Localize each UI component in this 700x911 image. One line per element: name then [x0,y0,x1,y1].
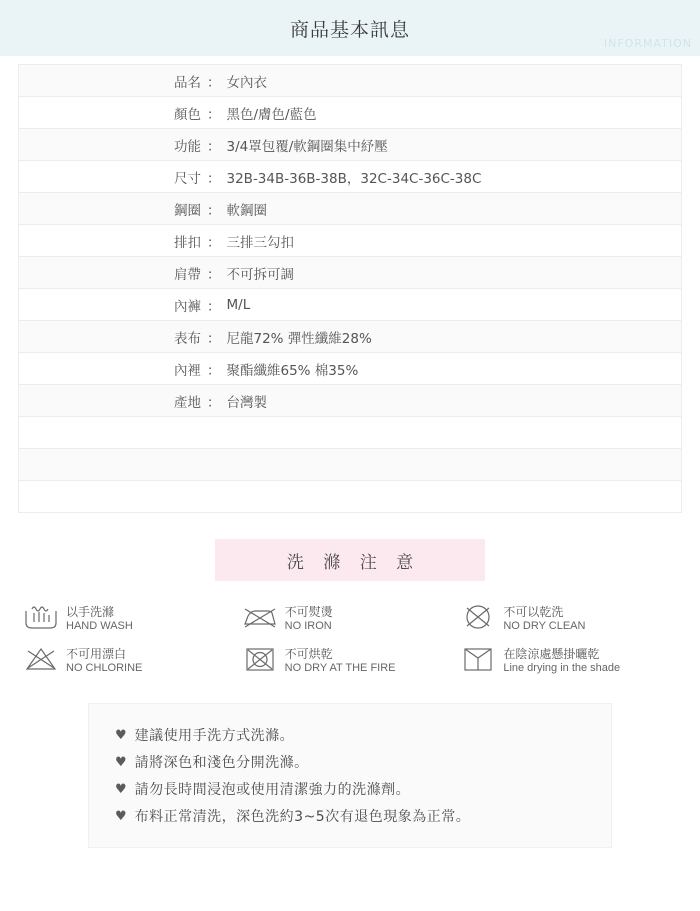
spec-colon: ： [207,170,221,187]
spec-label: 品名 [174,74,201,91]
spec-value: 軟鋼圈 [226,202,267,219]
spec-value: 女內衣 [226,74,267,91]
spec-row-empty [19,417,681,449]
heart-icon: ♥ [115,781,127,797]
heart-icon: ♥ [115,754,127,770]
spec-label: 內褲 [174,298,201,315]
note-text: 建議使用手洗方式洗滌。 [134,728,295,744]
wash-icon-cell [459,645,678,677]
wash-icon-text [285,647,396,676]
spec-label: 內裡 [174,362,201,379]
wash-title-band [215,539,485,581]
spec-row [19,353,681,385]
hand-wash-icon [22,603,60,635]
wash-icon-cell [22,603,241,635]
spec-row-empty [19,449,681,481]
spec-value: 尼龍72% 彈性纖維28% [226,330,372,347]
spec-value: 三排三勾扣 [226,234,294,251]
spec-row [19,385,681,417]
wash-icon-label-zh: 在陰涼處懸掛曬乾 [503,646,600,661]
wash-icon-label-zh: 以手洗滌 [66,604,115,619]
wash-icon-label-en: HAND WASH [66,619,133,632]
spec-row [19,289,681,321]
note-text: 請勿長時間浸泡或使用清潔強力的洗滌劑。 [134,782,411,798]
wash-icon-label-zh: 不可以乾洗 [503,604,564,619]
spec-row [19,129,681,161]
heart-icon: ♥ [115,727,127,743]
wash-icon-label-zh: 不可烘乾 [284,646,333,661]
line-dry-shade-icon [459,645,497,677]
spec-row [19,321,681,353]
wash-icon-cell [241,603,460,635]
spec-value: 黑色/膚色/藍色 [226,106,317,123]
spec-colon: ： [207,394,221,411]
spec-colon: ： [207,234,221,251]
wash-notes [88,703,612,848]
spec-row [19,257,681,289]
wash-icon-cell [22,645,241,677]
spec-row [19,225,681,257]
note-line [115,752,601,772]
no-tumble-dry-icon [241,645,279,677]
wash-icon-label-en: NO CHLORINE [66,661,143,674]
note-text: 請將深色和淺色分開洗滌。 [134,755,309,771]
wash-icon-text [66,605,133,634]
wash-icon-text [503,605,585,634]
spec-value: 台灣製 [226,394,267,411]
spec-colon: ： [207,330,221,347]
wash-icon-cell [459,603,678,635]
note-line [115,725,601,745]
spec-row [19,65,681,97]
spec-row [19,193,681,225]
spec-label: 肩帶 [174,266,201,283]
spec-label: 表布 [174,330,201,347]
spec-value: 聚酯纖維65% 棉35% [226,362,359,379]
wash-icon-cell [241,645,460,677]
wash-icon-label-en: Line drying in the shade [503,661,621,674]
wash-title: 洗 滌 注 意 [286,552,421,573]
spec-colon: ： [207,138,221,155]
wash-icon-label-zh: 不可熨燙 [284,604,333,619]
spec-value: 32B-34B-36B-38B，32C-34C-36C-38C [226,170,482,187]
wash-icon-text [503,647,620,676]
note-line [115,779,601,799]
no-chlorine-icon [22,645,60,677]
page-subtitle: INFORMATION [603,37,692,50]
spec-colon: ： [207,202,221,219]
spec-value: 3/4罩包覆/軟鋼圈集中紓壓 [226,138,388,155]
note-line [115,806,601,826]
spec-label: 功能 [174,138,201,155]
wash-icon-label-en: NO IRON [284,619,332,632]
spec-label: 顏色 [174,106,201,123]
spec-value: 不可拆可調 [226,266,294,283]
spec-label: 排扣 [174,234,201,251]
wash-icon-label-en: NO DRY AT THE FIRE [284,661,396,674]
spec-colon: ： [207,298,221,315]
spec-colon: ： [207,362,221,379]
spec-colon: ： [207,106,221,123]
spec-value: M/L [226,296,251,313]
note-text: 布料正常清洗，深色洗約3~5次有退色現象為正常。 [134,809,471,825]
wash-icon-text [285,605,333,634]
wash-icon-text [66,647,142,676]
spec-colon: ： [207,74,221,91]
no-dry-clean-icon [459,603,497,635]
spec-row [19,161,681,193]
wash-icon-label-zh: 不可用漂白 [66,646,127,661]
page-title: 商品基本訊息 [289,18,410,41]
spec-colon: ： [207,266,221,283]
spec-label: 產地 [174,394,201,411]
spec-label: 鋼圈 [174,202,201,219]
wash-icon-label-en: NO DRY CLEAN [503,619,586,632]
page-header [0,0,700,56]
spec-label: 尺寸 [174,170,201,187]
spec-table [18,64,682,513]
spec-row-empty [19,481,681,513]
heart-icon: ♥ [115,808,127,824]
wash-icon-grid [22,603,678,677]
spec-row [19,97,681,129]
no-iron-icon [241,603,279,635]
